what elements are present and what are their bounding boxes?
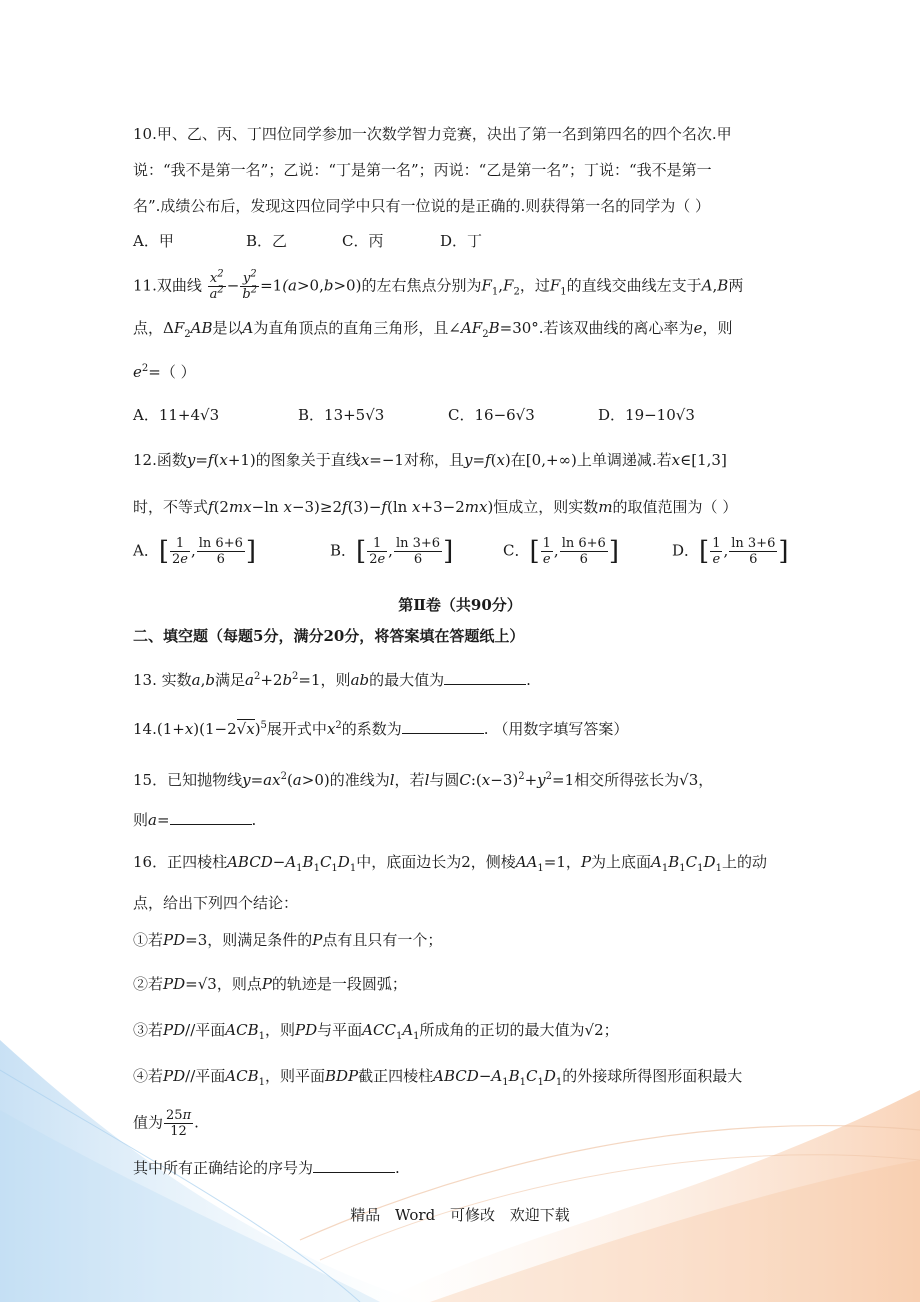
q12-option-d: D．[ $\frac{1}{e}$ , $\frac{\ln 3+6}{6}$ ] [672,536,789,567]
q11-line2-d: .若该双曲线的离心率为 [538,319,694,337]
q11-option-d [598,405,695,425]
q16-c2-c: 的轨迹是一段圆弧； [271,975,407,993]
section-2-title: 第Ⅱ卷（共90分） [398,596,522,614]
q13-d: 的最大值为 [369,671,445,689]
q16-conclusion-3: ③若PD//平面$ACB_1$，则PD与平面$ACC_1A_1$所成角的正切的最大值为√2； [133,1021,619,1042]
q16-c1-c: 点有且只有一个； [322,931,443,949]
q12-line1-c: 对称，且 [403,451,464,469]
q11-option-a-label: A． [133,406,159,424]
q11-line-3: $e^2=$（ ） [133,363,196,381]
q11-line-1: 11.双曲线 $\frac{x^2}{a^2}$ − $\frac{y^2}{b^2}$ =1(a>0,b>0)的左右焦点分别为$F_1,F_2$，过$F_1$的直线交曲线左支于A,B两 [133,268,744,302]
q12-line-1: 12.函数y=f(x+1)的图象关于直线x=−1对称，且y=f(x)在[0,+∞)上单调递减.若x∈[1,3] [133,451,727,469]
q16-final-end: . [395,1159,400,1177]
q13-line: 13. 实数a,b满足$a^2+2b^2=1$，则ab的最大值为 . [133,668,531,690]
q10-line-1: 10.甲、乙、丙、丁四位同学参加一次数学智力竞赛，决出了第一名到第四名的四个名次.甲 [133,125,732,143]
q12-line-2: 时，不等式f(2mx−ln x−3)≥2f(3)−f(ln x+3−2mx)恒成立，则实数m的取值范围为（ ） [133,498,738,516]
q16-c1-a: ①若 [133,931,164,949]
q15-f: ， [698,771,714,789]
q12-line1-d: 在 [510,451,526,469]
q10-option-a: A．甲 [133,232,174,250]
q10-option-c: C．丙 [342,232,384,250]
q16-b: 中，底面边长为2，侧棱 [356,853,516,871]
q11-option-a [133,405,219,425]
q12-line2-a: 时，不等式 [133,498,209,516]
q16-c3-c: ，则 [264,1021,295,1039]
q12-option-c-label: C． [503,541,530,560]
q16-c4-e: 的外接球所得图形面积最大 [562,1067,743,1085]
q16-e: 上的动 [721,853,767,871]
q16-c3-f: ； [603,1021,619,1039]
q16-c4-c: ，则平面 [264,1067,325,1085]
q16-c: ， [565,853,581,871]
q16-d: 为上底面 [591,853,652,871]
q15-line-1: 15．已知抛物线$y=ax^2(a>0)$的准线为l，若l与圆$C:(x-3)^2+y^2=1$相交所得弦长为√3， [133,771,714,789]
q11-option-c [448,405,535,425]
q11-option-b-label: B． [298,406,325,424]
q11-line2-e: ，则 [702,319,733,337]
q11-text: 的左右焦点分别为 [361,276,482,295]
q11-line3: =（ ） [148,363,196,381]
q12-line2-c: 的取值范围为（ ） [612,498,738,516]
q12-option-c: C．[ $\frac{1}{e}$ , $\frac{\ln 6+6}{6}$ ] [503,536,619,567]
q13-answer-blank[interactable] [444,668,526,685]
q10-option-b: B．乙 [246,232,288,250]
q12-option-d-label: D． [672,541,700,560]
q16-final: 其中所有正确结论的序号为 [133,1159,314,1177]
q16-c4-line2-a: 值为 [133,1113,164,1132]
q15-line-2: 则a= . [133,808,256,830]
q11-prefix: 11.双曲线 [133,276,202,295]
q10-option-d: D．丁 [440,232,483,250]
q15-c: ，若 [394,771,425,789]
q13-c: ，则 [320,671,351,689]
q16-line-2: 点，给出下列四个结论： [133,894,299,912]
q10-line-3: 名”.成绩公布后，发现这四位同学中只有一位说的是正确的.则获得第一名的同学为（ ） [133,197,710,215]
q12-option-a: A．[ $\frac{1}{2e}$ , $\frac{\ln 6+6}{6}$ ] [133,536,257,567]
q11-text-c: 的直线交曲线左支于 [566,276,702,295]
q16-a: 16．正四棱柱 [133,853,228,871]
q16-c3-e: 所成角的正切的最大值为 [419,1021,585,1039]
q16-c3-a: ③若 [133,1021,164,1039]
q12-line1-a: 12.函数 [133,451,187,469]
q11-option-c-value: 16−6√3 [474,406,535,424]
q16-c2-a: ②若 [133,975,164,993]
q16-conclusion-1: ①若PD=3，则满足条件的P点有且只有一个； [133,931,443,949]
q14-b: 展开式中 [266,720,327,738]
q16-line-1: 16．正四棱柱$ABCD-A_1B_1C_1D_1$中，底面边长为2，侧棱$AA_1=1$，P为上底面$A_1B_1C_1D_1$上的动 [133,853,767,874]
q10-line-2: 说：“我不是第一名”；乙说：“丁是第一名”；丙说：“乙是第一名”；丁说：“我不是第一 [133,161,712,179]
q12-option-b: B．[ $\frac{1}{2e}$ , $\frac{\ln 3+6}{6}$ ] [330,536,454,567]
q16-c1-b: ，则满足条件的 [207,931,313,949]
q11-option-b-value: 13+5√3 [324,406,385,424]
q11-option-d-label: D． [598,406,626,424]
q12-line2-b: 恒成立，则实数 [493,498,599,516]
q14-d: . （用数字填写答案） [483,720,629,738]
q11-text-b: ，过 [519,276,550,295]
q16-final-line [133,1156,400,1178]
q16-answer-blank[interactable] [313,1156,395,1173]
q15-line2-b: . [251,811,257,829]
q15-e: 相交所得弦长为 [574,771,680,789]
q12-option-b-label: B． [330,541,357,560]
q16-c4-line2-b: . [194,1113,199,1132]
q11-option-b [298,405,384,425]
q13-e: . [526,671,531,689]
q12-line1-b: 的图象关于直线 [255,451,361,469]
section-2-heading: 二、填空题（每题5分，满分20分，将答案填在答题纸上） [133,627,525,645]
q16-conclusion-4-line-2: 值为 $\frac{25\pi}{12}$ . [133,1108,199,1139]
q13-b: 满足 [214,671,245,689]
q11-option-a-value: 11+4√3 [158,406,220,424]
q16-c3-d: 与平面 [317,1021,363,1039]
q14-line: $14.(1+x)(1-2√x)^5$展开式中$x^2$的系数为 . （用数字填写答案） [133,717,628,739]
q15-d: 与圆 [429,771,460,789]
q13-a: 13. 实数 [133,671,192,689]
q12-line1-e: 上单调递减.若 [576,451,672,469]
q14-answer-blank[interactable] [402,717,484,734]
q15-line2-a: 则 [133,811,149,829]
q11-option-d-value: 19−10√3 [625,406,695,424]
q16-conclusion-4: ④若PD//平面$ACB_1$，则平面BDP截正四棱柱$ABCD-A_1B_1C_1D_1$的外接球所得图形面积最大 [133,1067,743,1088]
q11-line2-b: 是以 [212,319,243,337]
q11-line2-c: 为直角顶点的直角三角形，且 [253,319,449,337]
q16-c3-b: 平面 [195,1021,226,1039]
q11-option-c-label: C． [448,406,475,424]
q16-c4-a: ④若 [133,1067,164,1085]
q11-text-d: 两 [728,276,744,295]
q16-c4-b: 平面 [195,1067,226,1085]
q16-c4-d: 截正四棱柱 [358,1067,434,1085]
q15-b: 的准线为 [329,771,390,789]
q14-c: 的系数为 [341,720,402,738]
q15-answer-blank[interactable] [170,808,252,825]
page-footer: 精品 Word 可修改 欢迎下载 [350,1206,570,1224]
q11-line2-a: 点， [133,319,164,337]
q12-option-a-label: A． [133,541,159,560]
q15-a: 15．已知抛物线 [133,771,243,789]
q16-c2-b: ，则点 [216,975,262,993]
q11-line-2: 点，$\Delta F_2AB$是以A为直角顶点的直角三角形，且$\angle AF_2B=30^\circ$.若该双曲线的离心率为e，则 [133,319,733,340]
q16-conclusion-2: ②若PD=√3，则点P的轨迹是一段圆弧； [133,975,407,993]
